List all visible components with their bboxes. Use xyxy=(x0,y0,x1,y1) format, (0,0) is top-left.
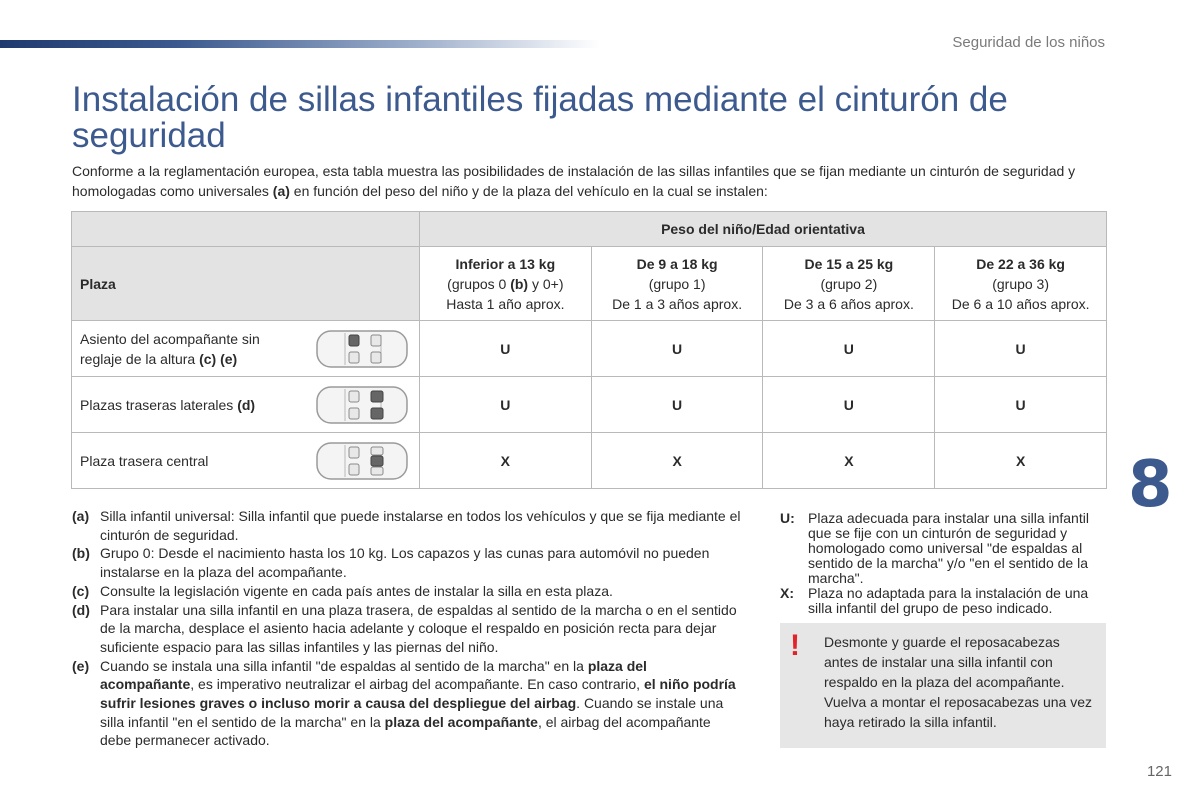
table-row xyxy=(72,433,1107,489)
footnote-key: (a) xyxy=(72,508,90,524)
car-rear-side-seats-icon xyxy=(315,383,411,427)
footnote-text-bold: plaza del acompañante xyxy=(384,713,538,730)
intro-paragraph xyxy=(72,161,1112,201)
legend-text: Plaza no adaptada para la instalación de una silla infantil del grupo de peso indicado. xyxy=(808,585,1089,616)
table-cell: X xyxy=(763,433,935,489)
footnote-text-segment: Consulte la legislación vigente en cada país antes de instalar la silla en esta plaza. xyxy=(100,582,613,599)
footnote-text xyxy=(100,582,742,601)
footnote-key: (d) xyxy=(72,601,90,618)
row-plaza-cell xyxy=(72,377,420,433)
column-weight: Inferior a 13 kg xyxy=(455,255,556,272)
footnote-text-segment: Silla infantil universal: Silla infantil que puede instalarse en todos los vehículos y que se fija mediante el cinturón de seguridad. xyxy=(100,508,741,543)
row-plaza-cell xyxy=(72,321,420,377)
section-title: Seguridad de los niños xyxy=(952,34,1105,51)
table-cell: X xyxy=(935,433,1107,489)
footnotes xyxy=(72,507,742,750)
warning-text: Desmonte y guarde el reposacabezas antes de instalar una silla infantil con respaldo en la plaza del acompañante. Vuelva a montar el reposacabezas una vez haya retirado la silla infantil. xyxy=(824,634,1092,730)
column-group: (grupo 3) xyxy=(992,275,1050,292)
header-gradient-bar xyxy=(0,40,600,48)
legend-key: U: xyxy=(780,510,795,526)
car-front-passenger-seat-icon xyxy=(315,327,411,371)
column-group-post: y 0+) xyxy=(528,275,564,292)
column-header xyxy=(419,247,591,321)
column-group-bold: (b) xyxy=(510,275,529,292)
table-cell: X xyxy=(419,433,591,489)
footnote-text-segment: , el airbag del acompañante debe permanecer activado. xyxy=(100,713,711,749)
footnote-item xyxy=(72,507,742,544)
footnote-text-segment: Para instalar una silla infantil en una plaza trasera, de espaldas al sentido de la marcha o en el sentido de la marcha, desplace el asiento hacia adelante y coloque el respaldo en posición recta para dejar suficiente espacio para las sillas infantiles y las piernas del niño. xyxy=(100,601,737,655)
column-header xyxy=(591,247,763,321)
table-row xyxy=(72,321,1107,377)
footnote-text-bold: el niño podría sufrir lesiones graves o incluso morir a causa del despliegue del airbag xyxy=(100,676,736,712)
footnote-text-segment: , es imperativo neutralizar el airbag del acompañante. En caso contrario, xyxy=(190,676,644,693)
table-cell: X xyxy=(591,433,763,489)
footnote-text xyxy=(100,601,742,657)
table-cell: U xyxy=(591,321,763,377)
footnote-item xyxy=(72,657,742,751)
footnote-text xyxy=(100,657,742,751)
legend-text: Plaza adecuada para instalar una silla infantil que se fije con un cinturón de seguridad y homologado como universal "de espaldas al sentido de la marcha" y/o "en el sentido de la marcha". xyxy=(808,510,1089,586)
car-rear-center-seat-icon xyxy=(315,439,411,483)
legend-key: X: xyxy=(780,585,794,601)
column-group: (grupos 0 xyxy=(447,275,511,292)
table-cell: U xyxy=(935,377,1107,433)
column-weight: De 15 a 25 kg xyxy=(804,255,894,272)
footnote-item xyxy=(72,582,742,601)
footnote-text-segment: Grupo 0: Desde el nacimiento hasta los 10 kg. Los capazos y las cunas para automóvil no pueden instalarse en la plaza del acompañante. xyxy=(100,545,710,581)
intro-text-bold: (a) xyxy=(272,183,290,199)
table-cell: U xyxy=(419,321,591,377)
column-header xyxy=(935,247,1107,321)
column-weight: De 9 a 18 kg xyxy=(636,255,718,272)
footnote-item xyxy=(72,601,742,657)
intro-text-2: en función del peso del niño y de la plaza del vehículo en la cual se instalen: xyxy=(289,183,768,199)
row-label: Plaza trasera central xyxy=(80,452,209,469)
exclamation-icon: ! xyxy=(790,629,800,662)
row-label-bold: (d) xyxy=(237,396,256,413)
column-weight: De 22 a 36 kg xyxy=(976,255,1065,272)
legend-item xyxy=(780,586,1110,616)
table-corner-cell xyxy=(72,212,420,247)
footnote-key: (b) xyxy=(72,545,90,562)
row-plaza-cell xyxy=(72,433,420,489)
column-age: De 6 a 10 años aprox. xyxy=(951,295,1090,312)
legend xyxy=(780,511,1110,616)
footnote-text-segment: Cuando se instala una silla infantil "de espaldas al sentido de la marcha" en la xyxy=(100,657,588,674)
footnote-item xyxy=(72,544,742,581)
column-age: Hasta 1 año aprox. xyxy=(446,295,565,312)
intro-text-1: Conforme a la reglamentación europea, esta tabla muestra las posibilidades de instalación de las sillas infantiles que se fijan mediante un cinturón de seguridad y homologadas como universales xyxy=(72,163,1076,199)
warning-box xyxy=(780,623,1106,748)
page-number: 121 xyxy=(1146,763,1172,780)
table-cell: U xyxy=(763,377,935,433)
row-label: Asiento del acompañante sin reglaje de la altura xyxy=(80,330,260,367)
column-group: (grupo 2) xyxy=(820,275,878,292)
footnote-key: (c) xyxy=(72,582,90,599)
table-cell: U xyxy=(935,321,1107,377)
installation-table xyxy=(71,211,1107,489)
footnote-text-segment: . Cuando se instale una silla infantil "en el sentido de la marcha" en la xyxy=(100,695,724,730)
footnote-text xyxy=(100,544,742,581)
table-cell: U xyxy=(763,321,935,377)
column-group: (grupo 1) xyxy=(648,275,706,292)
footnote-text xyxy=(100,507,742,544)
plaza-header: Plaza xyxy=(72,247,420,321)
table-row xyxy=(72,377,1107,433)
column-age: De 3 a 6 años aprox. xyxy=(783,295,914,312)
column-header xyxy=(763,247,935,321)
row-label: Plazas traseras laterales xyxy=(80,396,238,413)
table-cell: U xyxy=(591,377,763,433)
chapter-number: 8 xyxy=(1128,448,1173,522)
row-label-bold: (c) (e) xyxy=(199,350,238,367)
footnote-key: (e) xyxy=(72,657,90,674)
table-group-header: Peso del niño/Edad orientativa xyxy=(419,212,1106,247)
legend-item xyxy=(780,511,1110,586)
table-cell: U xyxy=(419,377,591,433)
column-age: De 1 a 3 años aprox. xyxy=(612,295,743,312)
page-title: Instalación de sillas infantiles fijadas mediante el cinturón de seguridad xyxy=(72,80,1008,155)
footnote-text-bold: plaza del acompañante xyxy=(100,657,647,693)
